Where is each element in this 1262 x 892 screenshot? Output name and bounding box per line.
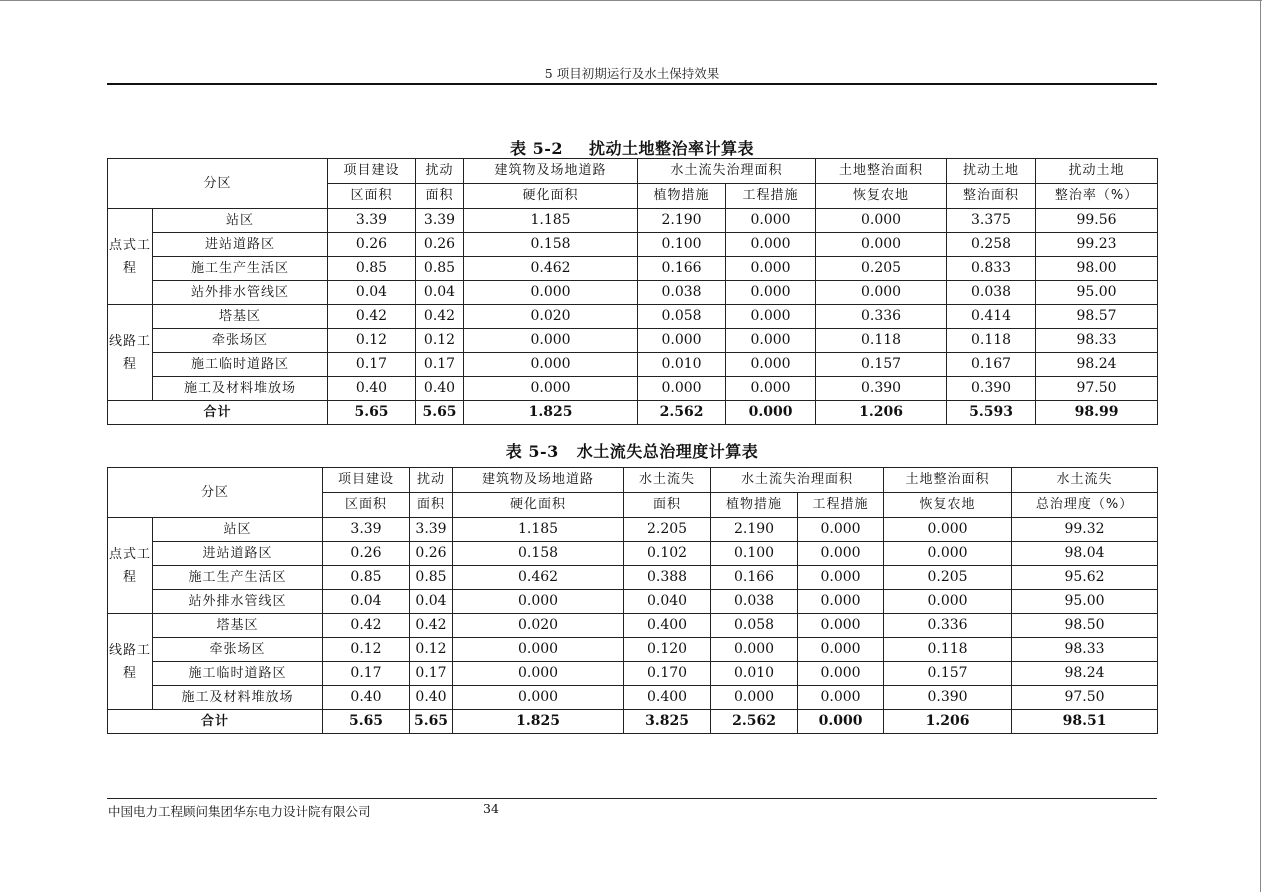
total-label: 合计 [108,710,323,734]
cell: 0.42 [328,305,416,329]
cell: 0.85 [328,257,416,281]
cell: 0.000 [464,281,638,305]
table-5-2-header-row-1 [108,159,1158,184]
header-hard-area-1: 建筑物及场地道路 [453,468,624,493]
cell: 97.50 [1012,686,1158,710]
cell: 0.17 [416,353,464,377]
cell: 0.04 [323,590,410,614]
cell: 0.000 [711,686,798,710]
cell: 0.000 [798,590,884,614]
row-zone: 站外排水管线区 [153,281,328,305]
cell: 0.000 [798,614,884,638]
page-number: 34 [483,801,499,816]
cell: 0.040 [624,590,711,614]
cell: 95.00 [1012,590,1158,614]
table-5-2-number: 表 5-2 [510,139,563,158]
table-row [108,257,1158,281]
cell: 0.336 [816,305,947,329]
running-header: 5 项目初期运行及水土保持效果 [544,66,720,81]
header-land-area: 土地整治面积 [884,468,1012,493]
cell: 0.000 [726,209,816,233]
total-cell: 98.99 [1036,401,1158,425]
header-farmland: 恢复农地 [884,493,1012,518]
table-5-2-caption [107,136,1157,159]
total-cell: 2.562 [711,710,798,734]
total-row [108,710,1158,734]
cell: 0.118 [816,329,947,353]
cell: 0.000 [726,353,816,377]
row-zone: 塔基区 [153,305,328,329]
cell: 0.462 [453,566,624,590]
table-row [108,662,1158,686]
cell: 0.000 [711,638,798,662]
cell: 0.414 [947,305,1036,329]
group-label: 线路工程 [108,614,153,710]
cell: 0.000 [816,281,947,305]
row-zone: 牵张场区 [153,329,328,353]
cell: 0.102 [624,542,711,566]
cell: 0.400 [624,686,711,710]
table-row [108,590,1158,614]
cell: 95.62 [1012,566,1158,590]
cell: 0.000 [798,518,884,542]
total-cell: 1.825 [453,710,624,734]
cell: 0.388 [624,566,711,590]
header-proj-area-2: 区面积 [323,493,410,518]
cell: 0.100 [638,233,726,257]
cell: 0.000 [726,305,816,329]
cell: 0.166 [711,566,798,590]
cell: 0.000 [638,377,726,401]
cell: 0.000 [726,377,816,401]
row-zone: 施工生产生活区 [153,566,323,590]
cell: 0.26 [416,233,464,257]
cell: 0.390 [947,377,1036,401]
row-zone: 施工临时道路区 [153,662,323,686]
table-row [108,353,1158,377]
group-label: 点式工程 [108,209,153,305]
page-right-edge [1260,0,1261,892]
cell: 0.010 [638,353,726,377]
header-erosion-control-area: 水土流失治理面积 [711,468,884,493]
cell: 1.185 [453,518,624,542]
cell: 0.85 [410,566,453,590]
header-proj-area-1: 项目建设 [323,468,410,493]
row-zone: 施工及材料堆放场 [153,377,328,401]
cell: 0.118 [884,638,1012,662]
table-5-3-header-row-1 [108,468,1158,493]
cell: 0.000 [464,353,638,377]
table-5-2 [107,158,1158,425]
cell: 0.04 [416,281,464,305]
cell: 2.205 [624,518,711,542]
total-cell: 5.65 [323,710,410,734]
row-zone: 进站道路区 [153,542,323,566]
cell: 0.40 [416,377,464,401]
header-loss-area-1: 水土流失 [624,468,711,493]
table-row [108,281,1158,305]
cell: 0.336 [884,614,1012,638]
table-row [108,209,1158,233]
cell: 0.12 [323,638,410,662]
cell: 0.158 [464,233,638,257]
table-5-3-title: 水土流失总治理度计算表 [576,442,759,461]
total-cell: 1.206 [816,401,947,425]
cell: 98.33 [1012,638,1158,662]
cell: 0.038 [711,590,798,614]
cell: 0.000 [464,377,638,401]
total-cell: 5.65 [410,710,453,734]
cell: 0.158 [453,542,624,566]
total-label: 合计 [108,401,328,425]
table-row [108,638,1158,662]
total-cell: 5.593 [947,401,1036,425]
cell: 0.120 [624,638,711,662]
cell: 95.00 [1036,281,1158,305]
table-5-3-caption [107,439,1157,462]
row-zone: 施工临时道路区 [153,353,328,377]
header-degree-2: 总治理度（%） [1012,493,1158,518]
cell: 0.058 [711,614,798,638]
cell: 0.100 [711,542,798,566]
cell: 0.40 [410,686,453,710]
cell: 0.000 [453,662,624,686]
cell: 0.000 [453,686,624,710]
cell: 0.833 [947,257,1036,281]
group-label: 点式工程 [108,518,153,614]
header-rate-2: 整治率（%） [1036,184,1158,209]
group-label: 线路工程 [108,305,153,401]
header-dist-area-1: 扰动 [416,159,464,184]
table-row [108,614,1158,638]
cell: 98.04 [1012,542,1158,566]
cell: 0.04 [328,281,416,305]
cell: 0.167 [947,353,1036,377]
row-zone: 站外排水管线区 [153,590,323,614]
cell: 0.010 [711,662,798,686]
cell: 0.000 [884,518,1012,542]
header-dist-area-1: 扰动 [410,468,453,493]
cell: 3.39 [323,518,410,542]
header-hard-area-1: 建筑物及场地道路 [464,159,638,184]
cell: 0.000 [816,233,947,257]
total-cell: 0.000 [726,401,816,425]
cell: 3.39 [328,209,416,233]
cell: 0.000 [884,542,1012,566]
cell: 0.17 [410,662,453,686]
total-cell: 1.825 [464,401,638,425]
table-5-2-title: 扰动土地整治率计算表 [588,139,754,158]
header-zone: 分区 [108,468,323,518]
header-land-control-1: 扰动土地 [947,159,1036,184]
cell: 98.33 [1036,329,1158,353]
cell: 0.12 [416,329,464,353]
cell: 98.24 [1036,353,1158,377]
cell: 0.04 [410,590,453,614]
header-engineering: 工程措施 [726,184,816,209]
cell: 0.118 [947,329,1036,353]
cell: 0.85 [323,566,410,590]
cell: 0.000 [453,638,624,662]
cell: 0.42 [410,614,453,638]
cell: 0.42 [416,305,464,329]
header-hard-area-2: 硬化面积 [464,184,638,209]
cell: 0.390 [884,686,1012,710]
cell: 99.56 [1036,209,1158,233]
cell: 0.390 [816,377,947,401]
cell: 0.157 [884,662,1012,686]
header-land-control-2: 整治面积 [947,184,1036,209]
header-hard-area-2: 硬化面积 [453,493,624,518]
cell: 0.000 [798,638,884,662]
footer-organization: 中国电力工程顾问集团华东电力设计院有限公司 [108,804,371,819]
cell: 0.17 [323,662,410,686]
cell: 0.40 [328,377,416,401]
cell: 0.000 [453,590,624,614]
row-zone: 牵张场区 [153,638,323,662]
table-row [108,233,1158,257]
cell: 0.17 [328,353,416,377]
cell: 3.375 [947,209,1036,233]
cell: 0.058 [638,305,726,329]
table-row [108,518,1158,542]
cell: 0.26 [328,233,416,257]
cell: 0.000 [798,542,884,566]
cell: 0.258 [947,233,1036,257]
cell: 98.00 [1036,257,1158,281]
cell: 0.166 [638,257,726,281]
cell: 98.57 [1036,305,1158,329]
cell: 0.038 [638,281,726,305]
row-zone: 站区 [153,209,328,233]
header-dist-area-2: 面积 [416,184,464,209]
cell: 0.205 [884,566,1012,590]
header-degree-1: 水土流失 [1012,468,1158,493]
cell: 0.000 [726,257,816,281]
total-cell: 5.65 [328,401,416,425]
header-dist-area-2: 面积 [410,493,453,518]
header-vegetation: 植物措施 [638,184,726,209]
header-loss-area-2: 面积 [624,493,711,518]
header-rule [107,83,1157,85]
cell: 0.000 [726,233,816,257]
page-top-edge [0,0,1262,1]
cell: 0.85 [416,257,464,281]
total-cell: 5.65 [416,401,464,425]
cell: 3.39 [410,518,453,542]
cell: 0.170 [624,662,711,686]
header-land-area: 土地整治面积 [816,159,947,184]
cell: 0.42 [323,614,410,638]
cell: 2.190 [711,518,798,542]
table-row [108,305,1158,329]
cell: 0.000 [726,329,816,353]
cell: 99.32 [1012,518,1158,542]
cell: 0.000 [798,566,884,590]
cell: 0.000 [638,329,726,353]
cell: 0.26 [323,542,410,566]
cell: 98.24 [1012,662,1158,686]
cell: 0.12 [410,638,453,662]
table-row [108,686,1158,710]
cell: 0.020 [453,614,624,638]
header-farmland: 恢复农地 [816,184,947,209]
cell: 0.000 [798,686,884,710]
total-cell: 1.206 [884,710,1012,734]
total-cell: 2.562 [638,401,726,425]
total-cell: 98.51 [1012,710,1158,734]
header-engineering: 工程措施 [798,493,884,518]
cell: 0.000 [884,590,1012,614]
cell: 3.39 [416,209,464,233]
row-zone: 进站道路区 [153,233,328,257]
total-row [108,401,1158,425]
cell: 0.000 [798,662,884,686]
cell: 0.26 [410,542,453,566]
cell: 0.000 [726,281,816,305]
table-row [108,566,1158,590]
table-5-3-number: 表 5-3 [505,442,559,461]
cell: 0.157 [816,353,947,377]
cell: 97.50 [1036,377,1158,401]
cell: 0.400 [624,614,711,638]
cell: 0.205 [816,257,947,281]
cell: 0.12 [328,329,416,353]
table-row [108,542,1158,566]
header-erosion-control-area: 水土流失治理面积 [638,159,816,184]
table-5-3 [107,467,1158,734]
header-zone: 分区 [108,159,328,209]
cell: 0.462 [464,257,638,281]
row-zone: 施工生产生活区 [153,257,328,281]
header-rate-1: 扰动土地 [1036,159,1158,184]
table-row [108,377,1158,401]
cell: 1.185 [464,209,638,233]
header-proj-area-1: 项目建设 [328,159,416,184]
cell: 0.038 [947,281,1036,305]
cell: 0.000 [816,209,947,233]
header-vegetation: 植物措施 [711,493,798,518]
total-cell: 0.000 [798,710,884,734]
cell: 0.000 [464,329,638,353]
row-zone: 塔基区 [153,614,323,638]
row-zone: 站区 [153,518,323,542]
cell: 0.020 [464,305,638,329]
cell: 99.23 [1036,233,1158,257]
header-proj-area-2: 区面积 [328,184,416,209]
cell: 0.40 [323,686,410,710]
cell: 2.190 [638,209,726,233]
total-cell: 3.825 [624,710,711,734]
table-row [108,329,1158,353]
footer-rule [107,798,1157,799]
row-zone: 施工及材料堆放场 [153,686,323,710]
cell: 98.50 [1012,614,1158,638]
